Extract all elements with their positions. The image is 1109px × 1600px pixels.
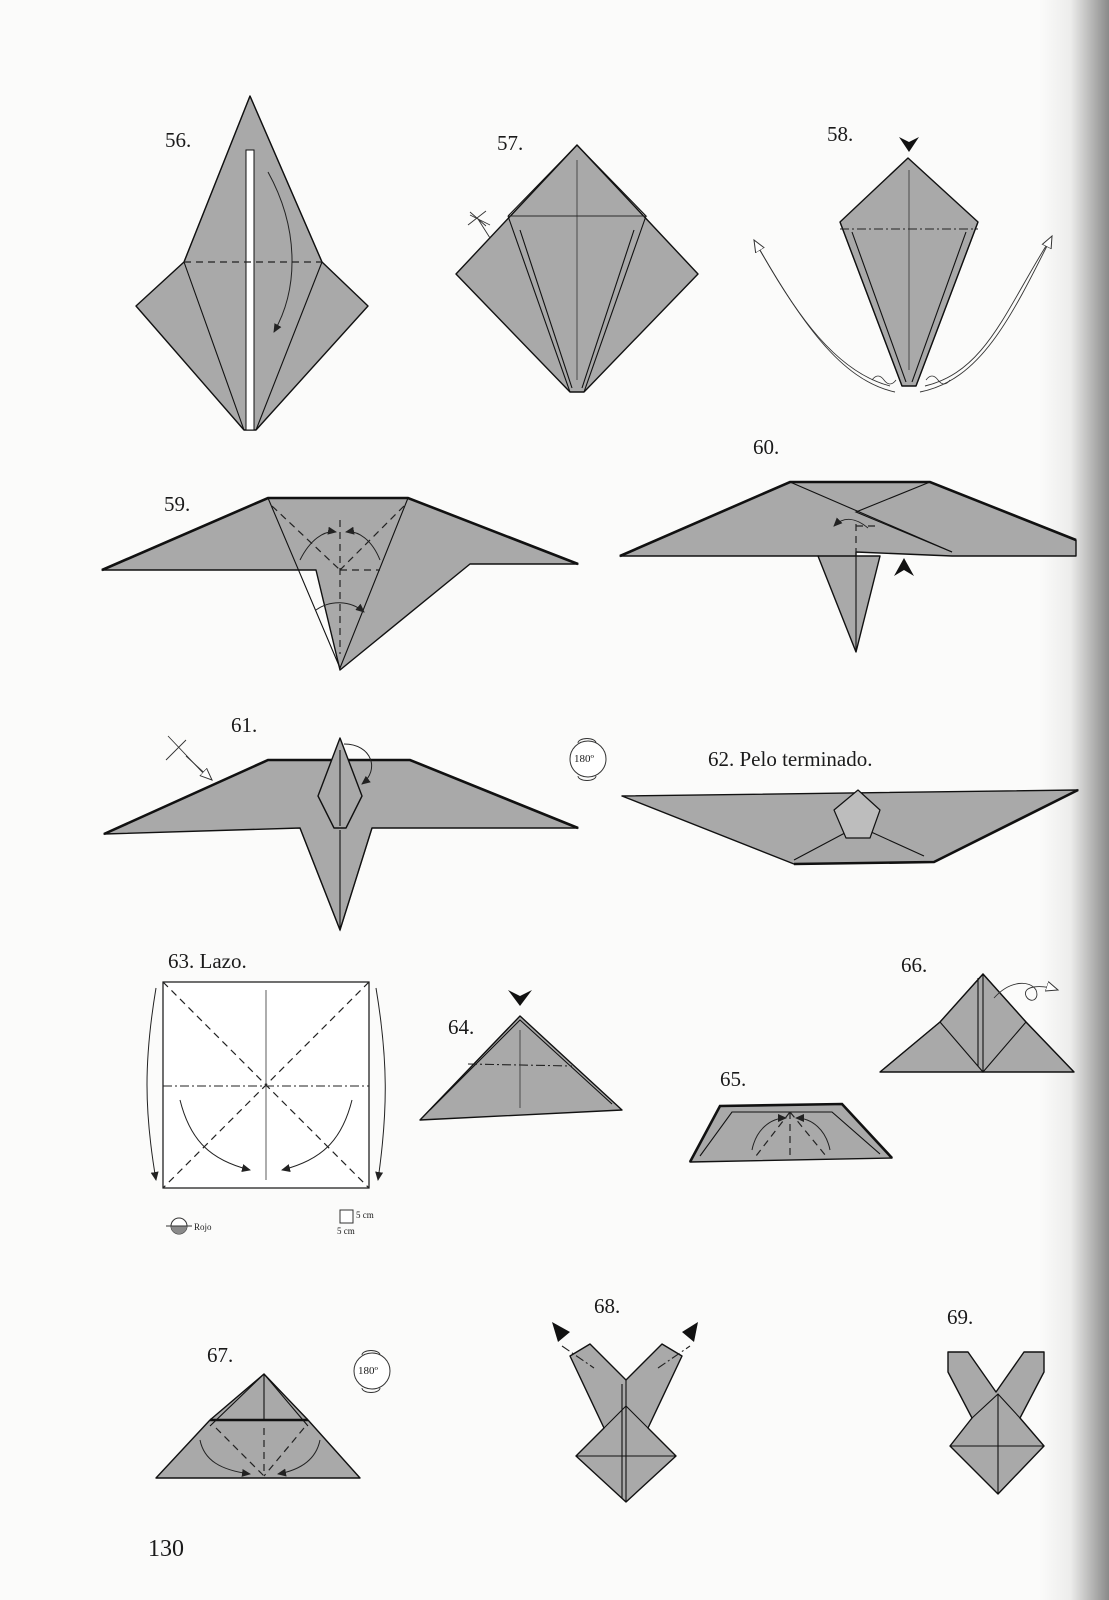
paper-size-width-label: 5 cm <box>356 1210 374 1220</box>
step-69-diagram <box>948 1352 1044 1494</box>
step-64-diagram <box>420 990 622 1120</box>
step-66-diagram <box>880 974 1074 1072</box>
step-58-label: 58. <box>827 122 854 146</box>
step-68-label: 68. <box>594 1294 621 1318</box>
step-68-diagram <box>552 1322 698 1502</box>
step-61-diagram <box>104 736 578 930</box>
step-67-diagram <box>156 1374 360 1478</box>
step-59-diagram <box>102 498 578 670</box>
step-69-label: 69. <box>947 1305 974 1329</box>
page-number: 130 <box>148 1536 184 1562</box>
step-63-label: 63. Lazo. <box>168 949 247 973</box>
paper-color-icon <box>166 1218 192 1234</box>
step-61-label: 61. <box>231 713 258 737</box>
step-63-diagram <box>147 982 385 1234</box>
step-67-label: 67. <box>207 1343 234 1367</box>
step-57-diagram <box>456 145 698 392</box>
step-62-label: 62. Pelo terminado. <box>708 747 873 771</box>
step-62-diagram <box>622 790 1078 864</box>
step-65-label: 65. <box>720 1067 747 1091</box>
paper-size-icon <box>340 1210 353 1223</box>
step-60-label: 60. <box>753 435 780 459</box>
step-60-diagram <box>620 482 1076 652</box>
step-59-label: 59. <box>164 492 191 516</box>
paper-color-label: Rojo <box>194 1222 212 1232</box>
step-56-label: 56. <box>165 128 192 152</box>
step-58-diagram <box>754 137 1052 392</box>
step-57-label: 57. <box>497 131 524 155</box>
step-66-label: 66. <box>901 953 928 977</box>
step-64-label: 64. <box>448 1015 475 1039</box>
rotate-180-label: 180º <box>574 753 594 765</box>
paper-size-height-label: 5 cm <box>337 1226 355 1236</box>
rotate-180-label: 180º <box>358 1365 378 1377</box>
step-65-diagram <box>690 1104 892 1162</box>
